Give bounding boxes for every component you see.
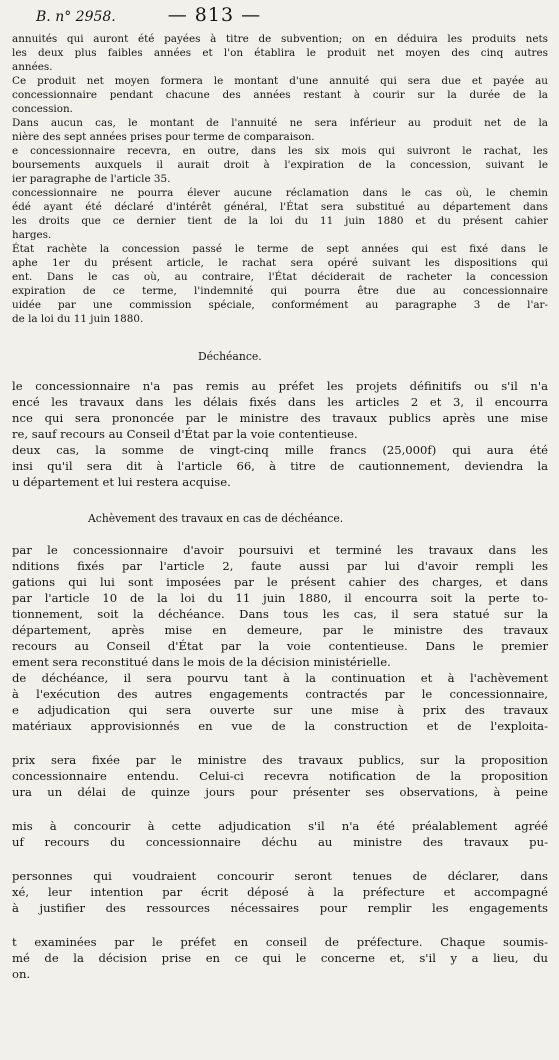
page-header	[12, 4, 549, 32]
text-line: à justifier des ressources nécessaires pour remplir les engagements	[12, 901, 548, 915]
text-line: mé de la décision prise en ce qui le concerne et, s'il y a lieu, du	[12, 951, 548, 965]
bulletin-number: B. n° 2958.	[36, 9, 116, 25]
text-line: uidée par une commission spéciale, conformément au paragraphe 3 de l'ar-	[12, 299, 548, 311]
text-line: annuités qui auront été payées à titre de subvention; on en déduira les produits nets	[12, 33, 548, 45]
paragraph-candidates	[12, 868, 549, 916]
text-line: boursements auxquels il aurait droit à l'expiration de la concession, suivant le	[12, 159, 548, 171]
text-line: Dans aucun cas, le montant de l'annuité ne sera inférieur au produit net de la	[12, 117, 548, 129]
text-line: recours au Conseil d'État par la voie contentieuse. Dans le premier	[12, 639, 548, 653]
paragraph-decheance	[12, 378, 549, 442]
text-line: à l'exécution des autres engagements contractés par le concessionnaire,	[12, 687, 548, 701]
text-line: Ce produit net moyen formera le montant d'une annuité qui sera due et payée au	[12, 75, 548, 87]
text-line: concessionnaire pendant chacune des années restant à courir sur la durée de la	[12, 89, 548, 101]
paragraph-deduction	[12, 32, 549, 74]
text-line: par l'article 10 de la loi du 11 juin 1880, il encourra soit la perte to-	[12, 591, 548, 605]
text-line: uf recours du concessionnaire déchu au ministre des travaux pu-	[12, 835, 548, 849]
text-line: concession.	[12, 103, 73, 115]
text-line: nce qui sera prononcée par le ministre des travaux publics après une mise	[12, 411, 548, 425]
text-line: u département et lui restera acquise.	[12, 475, 231, 489]
text-line: re, sauf recours au Conseil d'État par la voie contentieuse.	[12, 427, 358, 441]
section-heading-achevement: Achèvement des travaux en cas de déchéance.	[88, 512, 344, 525]
text-line: nière des sept années prises pour terme de comparaison.	[12, 131, 315, 143]
text-line: ier paragraphe de l'article 35.	[12, 173, 171, 185]
text-line: e adjudication qui sera ouverte sur une mise à prix des travaux	[12, 703, 548, 717]
text-line: de déchéance, il sera pourvu tant à la continuation et à l'achèvement	[12, 671, 548, 685]
paragraph-minimum	[12, 116, 549, 144]
text-line: personnes qui voudraient concourir seront tenues de déclarer, dans	[12, 869, 548, 883]
text-line: les droits que ce dernier tient de la loi du 11 juin 1880 et du présent cahier	[12, 215, 548, 227]
text-line: département, après mise en demeure, par le ministre des travaux	[12, 623, 548, 637]
paragraph-achevement	[12, 542, 549, 670]
text-line: ura un délai de quinze jours pour présenter ses observations, à peine	[12, 785, 548, 799]
text-line: t examinées par le préfet en conseil de préfecture. Chaque soumis-	[12, 935, 548, 949]
text-line: les deux plus faibles années et l'on établira le produit net moyen des cinq autres	[12, 47, 548, 59]
text-line: concessionnaire ne pourra élever aucune réclamation dans le cas où, le chemin	[12, 187, 548, 199]
paragraph-cautionnement	[12, 442, 549, 490]
text-line: aphe 1er du présent article, le rachat sera opéré suivant les dispositions qui	[12, 257, 548, 269]
text-line: par le concessionnaire d'avoir poursuivi et terminé les travaux dans les	[12, 543, 548, 557]
text-line: matériaux approvisionnés en vue de la construction et de l'exploita-	[12, 719, 548, 733]
page-number: — 813 —	[167, 4, 262, 26]
text-line: on.	[12, 967, 31, 981]
text-line: ent. Dans le cas où, au contraire, l'État déciderait de racheter la concession	[12, 271, 548, 283]
section-heading-decheance: Déchéance.	[198, 350, 262, 363]
text-line: insi qu'il sera dit à l'article 66, à titre de cautionnement, deviendra la	[12, 459, 548, 473]
text-line: nditions fixés par l'article 2, faute aussi par lui d'avoir rempli les	[12, 559, 548, 573]
paragraph-mise-a-prix	[12, 752, 549, 800]
text-line: années.	[12, 61, 53, 73]
paragraph-reimbursements	[12, 144, 549, 186]
text-line: État rachète la concession passé le terme de sept années qui est fixé dans le	[12, 243, 548, 255]
text-line: e concessionnaire recevra, en outre, dans les six mois qui suivront le rachat, les	[12, 145, 548, 157]
paragraph-no-claim	[12, 186, 549, 242]
paragraph-adjudication	[12, 670, 549, 734]
paragraph-state-buyback	[12, 242, 549, 326]
text-line: édé ayant été déclaré d'intérêt général, l'État sera substitué au département dans	[12, 201, 548, 213]
text-line: mis à concourir à cette adjudication s'il n'a été préalablement agréé	[12, 819, 548, 833]
paragraph-annuity	[12, 74, 549, 116]
text-line: xé, leur intention par écrit déposé à la préfecture et accompagné	[12, 885, 548, 899]
paragraph-examination	[12, 934, 549, 982]
text-line: le concessionnaire n'a pas remis au préfet les projets définitifs ou s'il n'a	[12, 379, 548, 393]
text-line: de la loi du 11 juin 1880.	[12, 313, 144, 325]
text-line: harges.	[12, 229, 52, 241]
text-line: tionnement, soit la déchéance. Dans tous les cas, il sera statué sur la	[12, 607, 548, 621]
text-line: deux cas, la somme de vingt-cinq mille francs (25,000f) qui aura été	[12, 443, 548, 457]
text-line: encé les travaux dans les délais fixés dans les articles 2 et 3, il encourra	[12, 395, 548, 409]
text-line: expiration de ce terme, l'indemnité qui pourra être due au concessionnaire	[12, 285, 548, 297]
text-line: gations qui lui sont imposées par le présent cahier des charges, et dans	[12, 575, 548, 589]
text-line: prix sera fixée par le ministre des travaux publics, sur la proposition	[12, 753, 548, 767]
text-line: ement sera reconstitué dans le mois de la décision ministérielle.	[12, 655, 391, 669]
paragraph-admission	[12, 818, 549, 850]
text-line: concessionnaire entendu. Celui-ci recevra notification de la proposition	[12, 769, 548, 783]
